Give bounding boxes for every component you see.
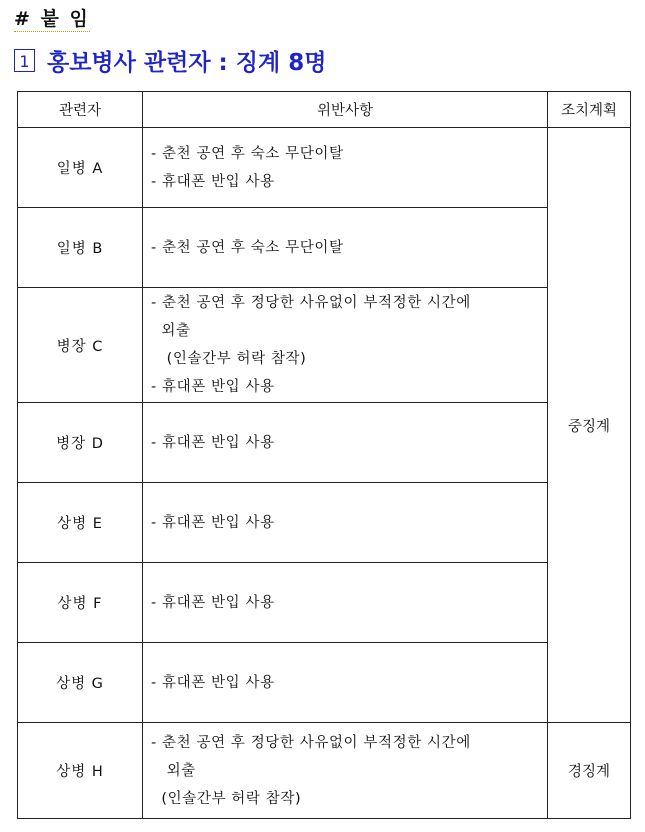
violation-line: - 휴대폰 반입 사용 xyxy=(151,434,275,451)
violation-line: - 춘천 공연 후 정당한 사유없이 부적정한 시간에 xyxy=(151,295,471,311)
person-cell: 상병 H xyxy=(18,723,143,819)
table-row xyxy=(18,288,631,403)
person-cell: 일병 A xyxy=(18,128,143,208)
table-row xyxy=(18,643,631,723)
violation-cell xyxy=(143,288,548,403)
attachment-label: # 붙 임 xyxy=(14,8,90,30)
action-cell-light: 경징계 xyxy=(548,723,631,819)
violation-line: - 춘천 공연 후 정당한 사유없이 부적정한 시간에 xyxy=(151,734,471,751)
violation-line: 외출 xyxy=(151,762,196,779)
person-cell: 병장 C xyxy=(18,288,143,403)
violation-cell xyxy=(143,483,548,563)
table-row xyxy=(18,723,631,819)
person-cell: 병장 D xyxy=(18,403,143,483)
violation-cell xyxy=(143,643,548,723)
violation-cell xyxy=(143,128,548,208)
header-violation: 위반사항 xyxy=(143,92,548,128)
violation-line: - 휴대폰 반입 사용 xyxy=(151,514,275,531)
violation-line: 외출 xyxy=(151,323,191,339)
violation-cell xyxy=(143,208,548,288)
violation-line: - 휴대폰 반입 사용 xyxy=(151,594,275,611)
disciplinary-table xyxy=(17,91,631,819)
violation-line: - 휴대폰 반입 사용 xyxy=(151,379,275,395)
table-row xyxy=(18,563,631,643)
violation-line: - 휴대폰 반입 사용 xyxy=(151,674,275,691)
person-cell: 상병 G xyxy=(18,643,143,723)
section-title: 홍보병사 관련자 : 징계 8명 xyxy=(47,50,327,76)
violation-cell xyxy=(143,563,548,643)
section-heading xyxy=(14,44,326,77)
violation-line: - 춘천 공연 후 숙소 무단이탈 xyxy=(151,145,344,162)
header-action: 조치계획 xyxy=(548,92,631,128)
person-cell: 상병 E xyxy=(18,483,143,563)
violation-line: (인솔간부 허락 참작) xyxy=(151,790,302,807)
section-number-box: 1 xyxy=(14,49,35,72)
violation-line: - 춘천 공연 후 숙소 무단이탈 xyxy=(151,239,344,256)
table-row xyxy=(18,208,631,288)
person-cell: 일병 B xyxy=(18,208,143,288)
violation-line: (인솔간부 허락 참작) xyxy=(151,351,307,367)
table-header-row xyxy=(18,92,631,128)
table-row xyxy=(18,128,631,208)
header-person: 관련자 xyxy=(18,92,143,128)
table-row xyxy=(18,403,631,483)
action-cell-heavy: 중징계 xyxy=(548,128,631,723)
table-row xyxy=(18,483,631,563)
violation-line: - 휴대폰 반입 사용 xyxy=(151,173,275,190)
person-cell: 상병 F xyxy=(18,563,143,643)
violation-cell xyxy=(143,403,548,483)
violation-cell xyxy=(143,723,548,819)
